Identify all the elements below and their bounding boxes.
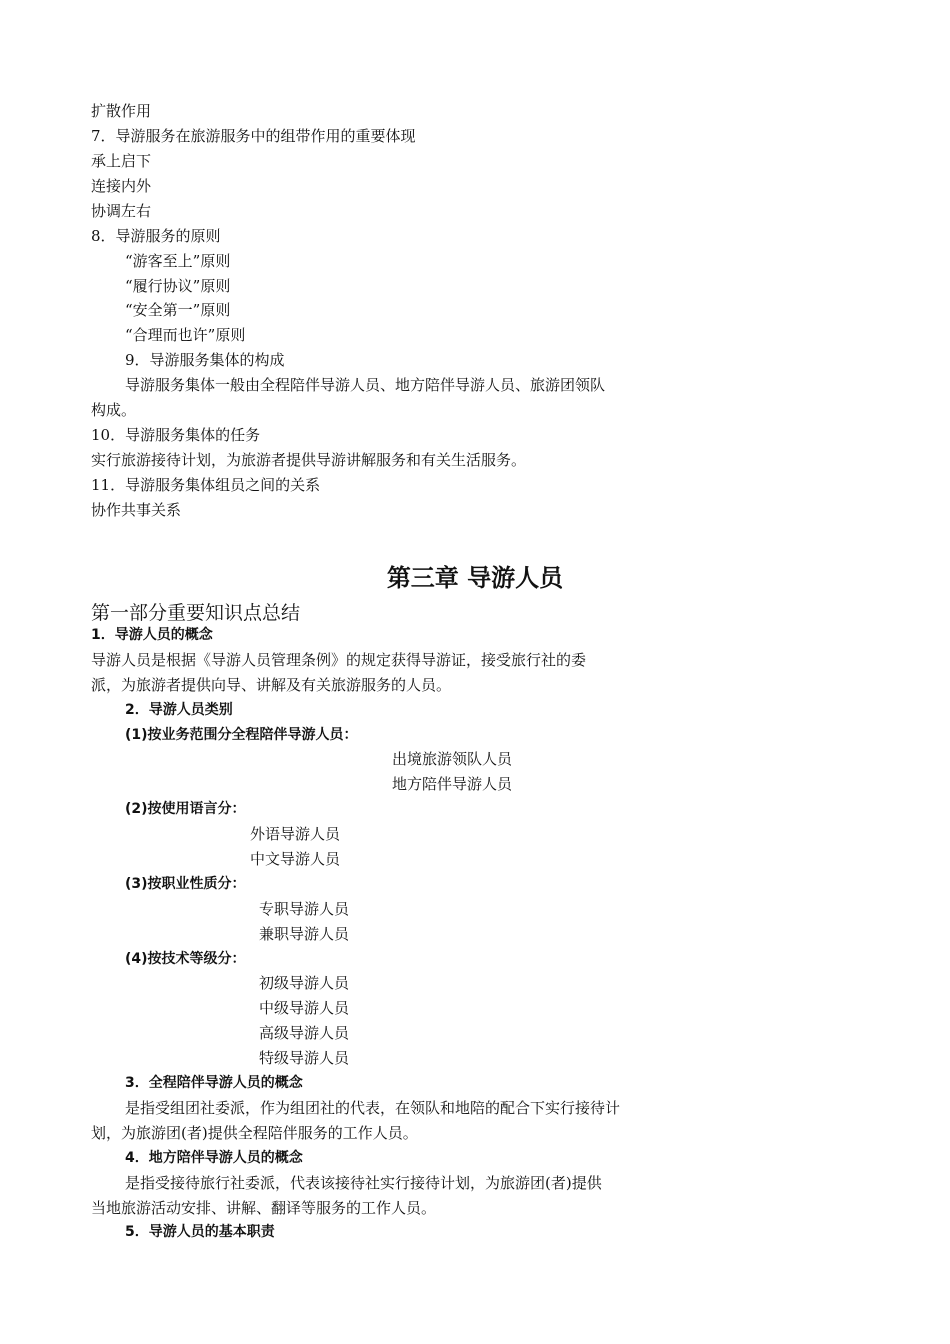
paragraph-line: 划，为旅游团(者)提供全程陪伴服务的工作人员。 bbox=[91, 1124, 418, 1142]
paragraph-line: 是指受接待旅行社委派，代表该接待社实行接待计划，为旅游团(者)提供 bbox=[125, 1174, 602, 1192]
part-title: 第一部分重要知识点总结 bbox=[91, 602, 301, 624]
section-heading: 7．导游服务在旅游服务中的组带作用的重要体现 bbox=[91, 127, 416, 145]
principle-item: “履行协议”原则 bbox=[125, 277, 231, 295]
section-heading: 8．导游服务的原则 bbox=[91, 227, 221, 245]
section-heading: 9．导游服务集体的构成 bbox=[125, 351, 285, 369]
category-item: 地方陪伴导游人员 bbox=[392, 775, 513, 793]
category-item: 中级导游人员 bbox=[259, 999, 350, 1017]
category-item: 外语导游人员 bbox=[250, 825, 341, 843]
category-item: 中文导游人员 bbox=[250, 850, 341, 868]
text-line: 协调左右 bbox=[91, 202, 152, 220]
text-line: 连接内外 bbox=[91, 177, 152, 195]
category-item: 初级导游人员 bbox=[259, 974, 350, 992]
chapter-title: 第三章 导游人员 bbox=[386, 564, 564, 592]
section-heading: 3．全程陪伴导游人员的概念 bbox=[125, 1075, 303, 1091]
category-heading: (1)按业务范围分全程陪伴导游人员： bbox=[125, 727, 358, 743]
principle-item: “合理而也许”原则 bbox=[125, 326, 246, 344]
category-heading: (3)按职业性质分： bbox=[125, 876, 246, 892]
category-heading: (2)按使用语言分： bbox=[125, 801, 246, 817]
category-item: 专职导游人员 bbox=[259, 900, 350, 918]
text-line: 承上启下 bbox=[91, 152, 152, 170]
paragraph-line: 导游人员是根据《导游人员管理条例》的规定获得导游证，接受旅行社的委 bbox=[91, 651, 587, 669]
principle-item: “安全第一”原则 bbox=[125, 301, 231, 319]
text-line: 扩散作用 bbox=[91, 102, 152, 120]
principle-item: “游客至上”原则 bbox=[125, 252, 231, 270]
section-heading: 1．导游人员的概念 bbox=[91, 627, 213, 643]
paragraph-line: 导游服务集体一般由全程陪伴导游人员、地方陪伴导游人员、旅游团领队 bbox=[125, 376, 606, 394]
category-heading: (4)按技术等级分： bbox=[125, 951, 246, 967]
category-item: 出境旅游领队人员 bbox=[392, 750, 513, 768]
section-heading: 2．导游人员类别 bbox=[125, 702, 233, 718]
section-heading: 5．导游人员的基本职责 bbox=[125, 1224, 275, 1240]
section-heading: 10．导游服务集体的任务 bbox=[91, 426, 261, 444]
paragraph-line: 构成。 bbox=[91, 401, 137, 419]
section-heading: 4．地方陪伴导游人员的概念 bbox=[125, 1150, 303, 1166]
paragraph-line: 派，为旅游者提供向导、讲解及有关旅游服务的人员。 bbox=[91, 676, 452, 694]
category-item: 高级导游人员 bbox=[259, 1024, 350, 1042]
paragraph-line: 是指受组团社委派，作为组团社的代表，在领队和地陪的配合下实行接待计 bbox=[125, 1099, 621, 1117]
section-heading: 11．导游服务集体组员之间的关系 bbox=[91, 476, 321, 494]
paragraph-line: 协作共事关系 bbox=[91, 501, 182, 519]
paragraph-line: 实行旅游接待计划，为旅游者提供导游讲解服务和有关生活服务。 bbox=[91, 451, 527, 469]
category-item: 特级导游人员 bbox=[259, 1049, 350, 1067]
paragraph-line: 当地旅游活动安排、讲解、翻译等服务的工作人员。 bbox=[91, 1199, 437, 1217]
category-item: 兼职导游人员 bbox=[259, 925, 350, 943]
